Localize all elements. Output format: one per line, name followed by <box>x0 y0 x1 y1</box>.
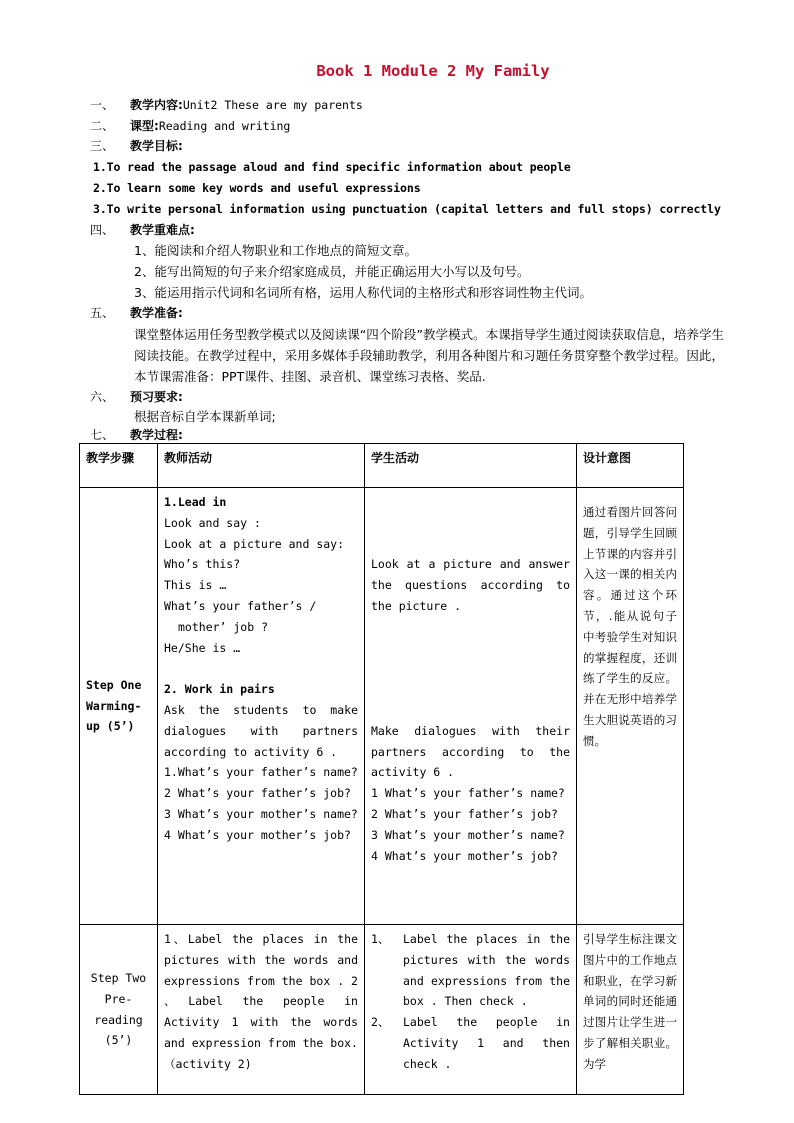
section-number: 一、 <box>90 98 115 112</box>
header-cell: 设计意图 <box>577 444 684 488</box>
header-cell: 教学步骤 <box>80 444 158 488</box>
section-number: 七、 <box>90 428 115 442</box>
teacher-line: This is … <box>164 578 227 593</box>
spacer <box>371 638 570 659</box>
spacer <box>371 534 570 555</box>
objective-item: 1.To read the passage aloud and find specific information about people <box>93 160 571 174</box>
teacher-activity-cell <box>158 488 365 925</box>
student-item <box>371 929 570 1012</box>
spacer <box>371 513 570 534</box>
header-cell: 学生活动 <box>365 444 577 488</box>
teacher-line: mother’ job ? <box>178 619 269 634</box>
student-paragraph: Make dialogues with their partners according to the activity 6 . <box>371 723 570 780</box>
spacer <box>164 658 358 679</box>
section-difficulties <box>90 222 195 238</box>
step-label: Step One <box>86 677 142 692</box>
activity-heading: 1.Lead in <box>164 495 227 509</box>
step-label: (5’) <box>104 1033 133 1048</box>
difficulty-item: 3、能运用指示代词和名词所有格，运用人称代词的主格形式和形容词性物主代词。 <box>134 285 592 300</box>
teacher-line: Look and say : <box>164 515 261 530</box>
section-label: 预习要求: <box>130 390 183 404</box>
teacher-line: Who’s this? <box>164 557 241 572</box>
teacher-line: Look at a picture and say: <box>164 536 345 551</box>
student-activity-cell <box>365 488 577 925</box>
step-label: up (5’) <box>86 719 135 734</box>
objective-item: 3.To write personal information using punctuation (capital letters and full stops) correctly <box>93 202 721 216</box>
step-label: Step Two <box>90 970 147 985</box>
teacher-line: What’s your father’s / <box>164 598 317 613</box>
student-question: 4 What’s your mother’s job? <box>371 848 558 863</box>
objective-item: 2.To learn some key words and useful expressions <box>93 181 421 195</box>
document-title: Book 1 Module 2 My Family <box>316 62 550 80</box>
teacher-paragraph: Ask the students to make dialogues with partners according to activity 6 . <box>164 702 358 759</box>
student-item <box>371 1012 570 1074</box>
step-label: Warming- <box>86 698 142 713</box>
difficulty-item: 2、能写出简短的句子来介绍家庭成员，并能正确运用大小写以及句号。 <box>134 264 530 279</box>
section-preparation <box>90 305 183 321</box>
spacer <box>371 617 570 638</box>
section-value: Unit2 These are my parents <box>182 98 363 112</box>
section-number: 五、 <box>90 306 115 320</box>
spacer <box>583 492 677 502</box>
student-paragraph: Label the people in Activity 1 and then check . <box>403 1015 570 1071</box>
teacher-question: 1.What’s your father’s name? <box>164 765 358 780</box>
section-label: 教学目标: <box>130 139 183 153</box>
section-value: Reading and writing <box>158 119 291 133</box>
teacher-question: 3 What’s your mother’s name? <box>164 806 358 821</box>
section-number: 六、 <box>90 390 115 404</box>
section-objectives <box>90 138 183 154</box>
step-label: Pre- <box>104 991 133 1006</box>
section-type <box>90 118 290 134</box>
section-number: 四、 <box>90 223 115 237</box>
teacher-question: 2 What’s your father’s job? <box>164 786 351 801</box>
design-purpose-cell <box>577 488 684 925</box>
table-row <box>80 925 684 1095</box>
preview-text: 根据音标自学本课新单词; <box>134 409 276 424</box>
step-label: reading <box>94 1012 143 1027</box>
table-header-row <box>80 444 684 488</box>
student-activity-cell <box>365 925 577 1095</box>
student-paragraph: Look at a picture and answer the questions according to the picture . <box>371 557 570 613</box>
spacer <box>371 658 570 679</box>
section-label: 教学内容: <box>130 98 183 112</box>
item-number: 2、 <box>371 1015 390 1030</box>
preparation-paragraph: 课堂整体运用任务型教学模式以及阅读课“四个阶段”教学模式。本课指导学生通过阅读获取信息，培养学生阅读技能。在教学过程中，采用多媒体手段辅助教学，利用各种图片和习题任务贯穿整个教学过程。因此，本节课需准备：PPT课件、挂图、录音机、课堂练习表格、奖品. <box>134 327 724 384</box>
section-label: 教学过程: <box>130 428 183 442</box>
section-label: 教学准备: <box>130 306 183 320</box>
spacer <box>371 700 570 721</box>
section-label: 教学重难点: <box>130 223 195 237</box>
teacher-paragraph: 1、Label the places in the pictures with the words and expressions from the box . 2 、Label the people in Activity 1 with the words and expression from the box. （activity 2) <box>164 932 358 1071</box>
teacher-activity-cell <box>158 925 365 1095</box>
spacer <box>371 679 570 700</box>
student-paragraph: Label the places in the pictures with the words and expressions from the box . Then check . <box>403 932 570 1009</box>
difficulty-item: 1、能阅读和介绍人物职业和工作地点的简短文章。 <box>134 243 417 258</box>
header-cell: 教师活动 <box>158 444 365 488</box>
section-process <box>90 427 183 443</box>
student-question: 2 What’s your father’s job? <box>371 806 558 821</box>
section-number: 二、 <box>90 119 115 133</box>
teacher-question: 4 What’s your mother’s job? <box>164 827 351 842</box>
section-content <box>90 97 363 113</box>
table-row <box>80 488 684 925</box>
design-purpose-cell <box>577 925 684 1095</box>
activity-heading: 2. Work in pairs <box>164 682 275 697</box>
purpose-text: 通过看图片回答问题，引导学生回顾上节课的内容并引入这一课的相关内容。通过这个环节，.能从说句子中考验学生对知识的掌握程度，还训练了学生的反应。并在无形中培养学生大胆说英语的习惯。 <box>583 505 677 748</box>
spacer <box>371 492 570 513</box>
item-number: 1、 <box>371 932 390 946</box>
student-question: 3 What’s your mother’s name? <box>371 827 565 842</box>
section-label: 课型: <box>130 119 159 133</box>
teaching-process-table <box>79 443 684 1095</box>
step-cell <box>80 925 158 1095</box>
purpose-text: 引导学生标注课文图片中的工作地点和职业，在学习新单词的同时还能通过图片让学生进一步了解相关职业。为学 <box>583 932 677 1071</box>
student-question: 1 What’s your father’s name? <box>371 786 565 801</box>
teacher-line: He/She is … <box>164 640 241 655</box>
section-number: 三、 <box>90 139 115 153</box>
section-preview <box>90 389 183 405</box>
step-cell <box>80 488 158 925</box>
